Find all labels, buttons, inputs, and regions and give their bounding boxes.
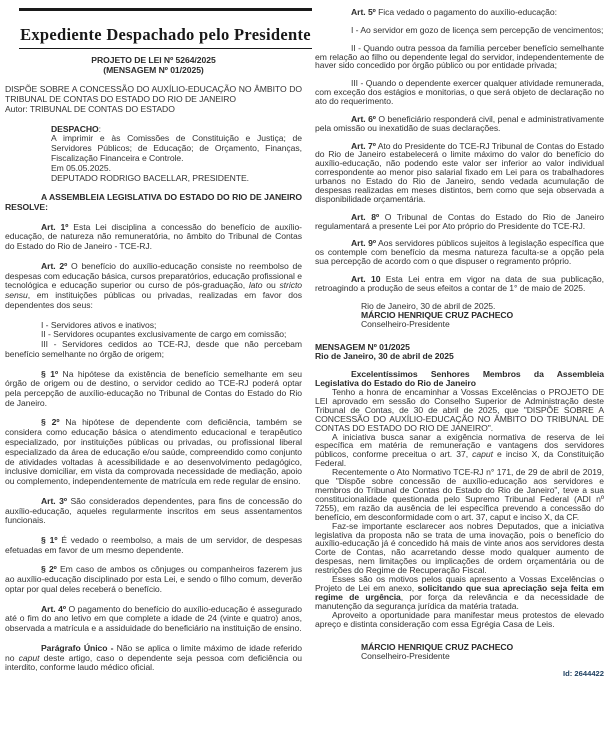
signature-role-2 [361,652,604,661]
text-run: II - Quando outra pessoa da família perceber benefício semelhante em relação ao filho ou dependente legal do servidor, independentemente de haver sido concedido por órgão público ou por entidade privada; [315,42,604,71]
message-par-2 [315,433,604,469]
message-par-3 [315,468,604,521]
text-run: Art. 2º [41,260,68,271]
article-2-par-2 [5,418,302,487]
message-salutation [315,370,604,388]
text-run: Art. 1º [41,221,69,232]
text-run: Art. 4º [41,603,66,614]
text-run: Art. 5º [351,7,376,17]
text-run: Art. 6º [351,113,376,124]
despacho-signer [51,174,302,184]
text-run: MÁRCIO HENRIQUE CRUZ PACHECO [361,309,514,320]
text-run: A ASSEMBLEIA LEGISLATIVA DO ESTADO DO RIO DE JANEIRO RESOLVE: [5,192,302,212]
text-run: DEPUTADO RODRIGO BACELLAR, PRESIDENTE. [51,172,250,183]
text-run: Parágrafo Único - [41,642,114,653]
text-run: e inciso X, da Constituição Federal. [315,449,604,469]
text-run: , em instituições públicas ou privadas, realizadas em favor dos dependentes dos seus: [5,290,302,310]
law-author [5,105,302,115]
text-run: caput [18,652,40,663]
text-run: O beneficiário responderá civil, penal e administrativamente pela omissão ou inexatidão de suas declarações. [315,113,604,133]
article-8 [315,213,604,231]
document-id [315,670,604,679]
text-run: I - Ao servidor em gozo de licença sem percepção de vencimentos; [351,24,604,35]
article-6 [315,115,604,133]
message-par-1 [315,388,604,433]
text-run: Rio de Janeiro, 30 de abril de 2025 [315,351,454,362]
text-run: São considerados dependentes, para fins de concessão do auxílio-educação, aqueles regularmente inscritos em seus assentamentos funcionais. [5,495,302,526]
article-9 [315,239,604,266]
article-5-item-ii [315,44,604,71]
text-run: (MENSAGEM Nº 01/2025) [103,64,204,75]
text-run: MÁRCIO HENRIQUE CRUZ PACHECO [361,642,514,653]
text-run: O pagamento do benefício do auxílio-educação é assegurado até o fim do ano letivo em que complete a idade de 24 (vinte e quatro) anos, observada a matrícula e a assiduidade do beneficiário na instituição de ensino. [5,603,302,634]
text-run: Aproveito a oportunidade para manifestar meus protestos de elevado apreço e distinta consideração com essa Egrégia Casa de Leis. [315,609,604,629]
top-rule [19,8,312,11]
text-run: Recentemente o Ato Normativo TCE-RJ n° 171, de 29 de abril de 2019, que "Dispõe sobre concessão de auxílio-educação aos servidores e membros do Tribunal de Contas do Estado do Rio de Janeiro", teve a sua constitucionalidade questionada pelo Supremo Tribunal Federal (ADI nº 7255), em razão da ausência de lei específica prevendo a concessão do benefício, em desconformidade com o art. 37, caput e inciso X, da CF. [315,467,604,522]
right-column-text [315,8,604,741]
text-run: Autor: TRIBUNAL DE CONTAS DO ESTADO [5,103,175,114]
text-run: Aos servidores públicos sujeitos à legislação específica que os contemple com benefício da mesma natureza faculta-se a opção pela sua percepção de acordo com o que dispuser o regramento próprio. [315,238,604,267]
text-run: Rio de Janeiro, 30 de abril de 2025. [361,300,496,311]
text-run: Esta Lei disciplina a concessão do benefício de auxílio-educação, de natureza não remuneratória, no âmbito do Tribunal de Contas do Estado do Rio de Janeiro - TCE-RJ. [5,221,302,252]
text-run: solicitando que sua apreciação seja feita em regime de urgência [315,582,604,602]
article-10 [315,275,604,293]
article-2 [5,262,302,311]
signature-role [361,320,604,329]
article-2-par-1 [5,370,302,409]
article-4 [5,605,302,634]
text-run: Em caso de ambos os cônjuges ou companheiros fazerem jus ao auxílio-educação disciplinado por esta Lei, e sendo o filho comum, deverão optar por qual deles receberá o benefício. [5,564,302,595]
article-3-par-1 [5,536,302,556]
text-run: PROJETO DE LEI Nº 5264/2025 [91,55,216,65]
text-run: Em 05.05.2025. [51,162,111,173]
text-run: § 1º [41,368,59,379]
text-run: Art. 8º [351,211,380,222]
text-run: , por força da relevância e da necessidade de manutenção da segurança jurídica da matéria tratada. [315,591,604,611]
article-3-par-2 [5,565,302,594]
article-7 [315,142,604,204]
article-2-item-iii [5,340,302,360]
text-run: O benefício do auxílio-educação consiste no reembolso de despesas com educação básica, cursos preparatórios, educação profissional e tecnológica e educação superior ou curso de pós-graduação, [5,260,302,291]
left-column [5,8,311,741]
text-run: I - Servidores ativos e inativos; [41,319,157,330]
text-run: Conselheiro-Presidente [361,318,450,329]
message-number [5,66,302,76]
text-run: MENSAGEM Nº 01/2025 [315,342,410,353]
text-run: DISPÕE SOBRE A CONCESSÃO DO AUXÍLIO-EDUCAÇÃO NO ÂMBITO DO TRIBUNAL DE CONTAS DO ESTADO DO RIO DE JANEIRO [5,84,302,105]
title-underline [19,48,312,49]
text-run: stricto sensu [5,280,303,301]
text-run: Na hipótese de dependente com deficiência, também se considera como educação básica o atendimento educacional e terapêutico especializado, por instituições públicas ou privadas, ou profissional liberal especializado da área de educação e/ou saúde, compreendido como conjunto de atividades voltadas à acessibilidade e ao desenvolvimento pedagógico, inclusive domiciliar, em vista da comprovada necessidade de mediação, apoio ou complemento, independentemente de matrícula em rede regular de ensino. [5,417,302,487]
despacho-text [51,134,302,163]
text-run: Não se aplica o limite máximo de idade referido no [5,642,302,663]
text-run: Tenho a honra de encaminhar a Vossas Excelências o PROJETO DE LEI aprovado em sessão do Conselho Superior de Administração deste Tribunal de Contas, de 30 de abril de 2025, que "DISPÕE SOBRE A CONCESSÃO DO AUXÍLIO-EDUCAÇÃO NO ÂMBITO DO TRIBUNAL DE CONTAS DO ESTADO DO RIO DE JANEIRO". [315,387,604,433]
text-run: Fica vedado o pagamento do auxílio-educação: [375,7,557,17]
text-run: : [98,123,102,134]
text-run: Art. 7º [351,140,376,151]
text-run: § 2º [41,417,60,428]
text-run: Esses são os motivos pelos quais apresento a Vossas Excelências o Projeto de Lei em anexo, [315,574,604,593]
article-4-sole-par [5,644,302,673]
text-run: DESPACHO [51,123,99,134]
text-run: Faz-se importante esclarecer aos nobres Deputados, que a iniciativa legislativa da proposta não se trata de uma inovação, pois o benefício do auxílio-educação já é concedido há mais de vinte anos aos servidores desta Corte de Contas, não acarretando desse modo qualquer aumento de despesas, nem limitações ou implicações de ordem orçamentária ou de restrições do Regime de Recuperação Fiscal. [315,520,604,576]
message-par-4 [315,522,604,575]
section-header [19,8,312,49]
text-run: Esta Lei entra em vigor na data de sua publicação, retroagindo a produção de seus efeitos a contar de 1° de maio de 2025. [315,274,604,293]
text-run: Conselheiro-Presidente [361,651,450,662]
article-5 [315,8,604,17]
text-run: Art. 9º [351,238,376,249]
text-run: É vedado o reembolso, a mais de um servidor, de despesas efetuadas em favor de um mesmo dependente. [5,535,302,555]
text-run: II - Servidores ocupantes exclusivamente de cargo em comissão; [41,329,287,340]
text-run: III - Quando o dependente exercer qualquer atividade remunerada, com exceção dos estágios e monitorias, o que será objeto de declaração no ato do requerimento. [315,78,604,107]
text-run: ou [262,280,280,291]
text-run: § 2º [41,564,57,575]
text-run: Art. 3º [41,495,67,506]
resolve-clause [5,193,302,213]
text-run: Ato do Presidente do TCE-RJ Tribunal de Contas do Estado do Rio de Janeiro estabelecerá o limite máximo do valor do benefício do auxílio-educação, não podendo este valor ser inferior ao valor individual correspondente ao menor piso salarial fixado em Lei para os trabalhadores urbanos no Estado do Rio de Janeiro, sendo vedada acumulação de despesas realizadas em meses distintos, bem como que seja observada a disponibilidade orçamentária. [315,140,604,204]
page-title: Expediente Despachado pelo Presidente [20,25,311,44]
text-run: lato [248,280,263,291]
message-par-5 [315,575,604,611]
left-column-text [5,56,302,673]
article-5-item-iii [315,79,604,106]
message-par-6 [315,611,604,629]
text-run: A imprimir e às Comissões de Constituição e Justiça; de Servidores Públicos; de Educação; de Orçamento, Finanças, Fiscalização Financeira e Controle. [51,133,302,163]
text-run: § 1º [41,535,58,546]
article-5-item-i [315,26,604,35]
text-run: Id: 2644422 [563,669,604,679]
article-3 [5,497,302,526]
text-run: O Tribunal de Contas do Estado do Rio de Janeiro regulamentará a presente Lei por Ato próprio do Presidente do TCE-RJ. [315,211,605,231]
text-run: III - Servidores cedidos ao TCE-RJ, desde que não percebam benefício semelhante no órgão de origem; [5,339,302,359]
text-run: Art. 10 [351,274,381,285]
message-date [315,352,604,361]
text-run: Na hipótese da existência de benefício semelhante em seu órgão de origem ou de destino, o servidor cedido ao TCE-RJ poderá optar pela percepção de auxílio-educação no Tribunal de Contas do Estado do Rio de Janeiro. [5,368,302,408]
law-summary [5,85,302,105]
article-1 [5,223,302,252]
text-run: caput [472,449,493,460]
text-run: A iniciativa busca sanar a exigência normativa de reserva de lei específica em matéria de remuneração e vantagens dos servidores públicos, conforme preceitua o art. 37, [315,431,604,460]
text-run: deste artigo, caso o dependente seja pessoa com deficiência ou interdito, conforme laudo médico oficial. [5,652,302,673]
text-run: Excelentíssimos Senhores Membros da Assembleia Legislativa do Estado do Rio de Janeiro [315,369,604,389]
